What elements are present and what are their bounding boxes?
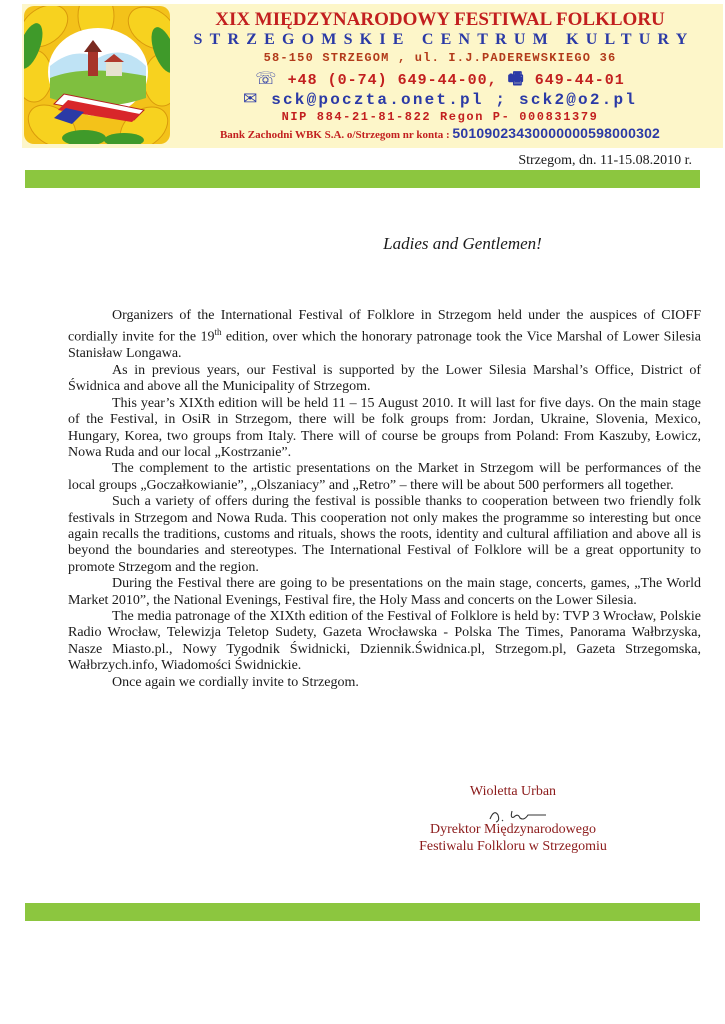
email-line — [180, 89, 700, 109]
top-divider-bar — [25, 170, 700, 188]
email-addresses: sck@poczta.onet.pl ; sck2@o2.pl — [271, 91, 638, 109]
bottom-divider-bar — [25, 903, 700, 921]
paragraph-3: This year’s XIXth edition will be held 11 – 15 August 2010. It will last for five days. On the main stage of the Festival, in OsiR in Strzegom, there will be folk groups from: Jordan, Ukraine, Slovenia, Mexico, Hungary, Korea, two groups from Italy. There will of course be groups from Poland: From Kaszuby, Łowicz, Nowa Ruda and our local „Kostrzanie”. — [68, 395, 701, 460]
paragraph-4: The complement to the artistic presentations on the Market in Strzegom will be performances of the local groups „Goczałkowianie”, „Olszaniacy” and „Retro” – there will be about 500 performers all together. — [68, 461, 701, 493]
paragraph-7: The media patronage of the XIXth edition of the Festival of Folklore is held by: TVP 3 Wrocław, Polskie Radio Wrocław, Telewizja Teletop Sudety, Gazeta Wrocławska - Polska The Times, Panorama Wałbrzyska, Nasze Miasto.pl., Nowy Tygodnik Świdnicki, Dziennik.Świdnica.pl, Strzegom.pl, Gazeta Strzegomska, Wałbrzych.info, Wiadomości Świdnickie. — [68, 608, 701, 674]
signatory-name: Wioletta Urban — [469, 784, 557, 799]
festival-logo — [24, 6, 170, 144]
paragraph-8: Once again we cordially invite to Strzegom. — [112, 674, 359, 690]
fax-number: 649-44-01 — [534, 72, 625, 89]
ordinal-suffix: th — [214, 327, 222, 338]
bank-account-number: 50109023430000000598000302 — [452, 125, 661, 141]
mailbox-icon: ✉ — [242, 89, 260, 109]
nip-regon: NIP 884-21-81-822 Regon P- 000831379 — [281, 110, 599, 124]
letter-body — [68, 308, 701, 691]
signatory-title-line-1: Dyrektor Międzynarodowego — [429, 822, 596, 837]
fax-icon: 🖷 — [507, 69, 525, 89]
salutation: Ladies and Gentlemen! — [383, 234, 542, 253]
postal-address: 58-150 STRZEGOM , ul. I.J.PADEREWSKIEGO 36 — [263, 51, 617, 65]
sunflower-logo-image — [24, 6, 170, 144]
festival-title: XIX MIĘDZYNARODOWY FESTIWAL FOLKLORU — [215, 9, 665, 30]
paragraph-2: As in previous years, our Festival is supported by the Lower Silesia Marshal’s Office, District of Świdnica and above all the Municipality of Strzegom. — [68, 362, 701, 395]
bank-line — [180, 125, 700, 141]
phone-number: +48 (0-74) 649-44-00, — [287, 72, 498, 89]
paragraph-1: Organizers of the International Festival of Folklore in Strzegom held under the auspices of CIOFF cordially invite for the 19th edition, over which the honorary patronage took the Vice Marshal of Lower Silesia Stanisław Longawa. — [68, 308, 701, 362]
organization-name: STRZEGOMSKIE CENTRUM KULTURY — [193, 31, 695, 48]
paragraph-6: During the Festival there are going to be presentations on the main stage, concerts, games, „The World Market 2010”, the National Evenings, Festival fire, the Holy Mass and concerts on the Lower Silesia. — [68, 576, 701, 608]
paragraph-5: Such a variety of offers during the festival is possible thanks to cooperation between two friendly folk festivals in Strzegom and Nowa Ruda. This cooperation not only makes the programme so interesting but once again recalls the traditions, customs and rituals, shows the roots, identity and cultural affiliation and above all is beyond the boundaries and stereotypes. The International Festival of Folklore will be a great opportunity to promote Strzegom and the region. — [68, 494, 701, 575]
signatory-title-line-2: Festiwalu Folkloru w Strzegomiu — [419, 839, 607, 854]
bank-label: Bank Zachodni WBK S.A. o/Strzegom nr konta : — [219, 129, 450, 141]
date-line: Strzegom, dn. 11-15.08.2010 r. — [518, 153, 692, 168]
phone-icon: ☏ — [255, 69, 278, 89]
handwritten-signature — [400, 803, 626, 823]
